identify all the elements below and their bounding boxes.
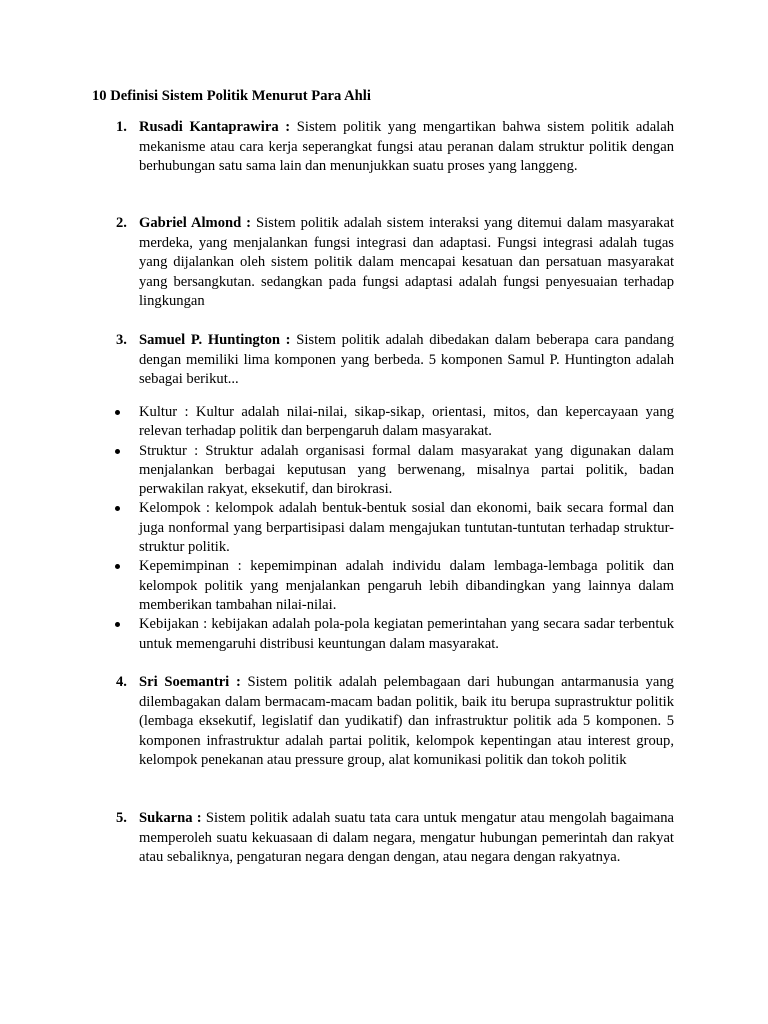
- list-item-text: Kepemimpinan : kepemimpinan adalah individu dalam lembaga-lembaga politik dan kelompok politik yang menjalankan pengaruh lebih dibandingkan yang lainnya dalam memberikan tambahan nilai-nilai.: [139, 558, 674, 613]
- definition-text: Sistem politik adalah suatu tata cara untuk mengatur atau mengolah bagaimana memperoleh suatu kekuasaan di dalam negara, mengatur hubungan pemerintah dan rakyat atau sebaliknya, pengaturan negara dengan dengan, atau negara dengan rakyatnya.: [139, 810, 674, 865]
- list-item: [92, 499, 674, 557]
- definition-body: [139, 118, 674, 177]
- definition-text: Sistem politik adalah pelembagaan dari hubungan antarmanusia yang dilembagakan dalam bermacam-macam badan politik, baik itu berupa suprastruktur politik (lembaga eksekutif, legislatif dan yudikatif) dan infrastruktur politik ada 5 komponen. 5 komponen infrastruktur adalah partai politik, kelompok kepentingan atau interest group, kelompok penekanan atau pressure group, alat komunikasi politik dan tokoh politik: [139, 674, 674, 768]
- definition-body: [139, 809, 674, 868]
- bullet-icon: [115, 564, 120, 569]
- expert-name: Sri Soemantri :: [139, 674, 241, 690]
- expert-name: Samuel P. Huntington :: [139, 332, 291, 348]
- definition-text: Sistem politik adalah dibedakan dalam beberapa cara pandang dengan memiliki lima komponen yang berbeda. 5 komponen Samul P. Huntington adalah sebagai berikut...: [139, 332, 674, 387]
- list-item-text: Kultur : Kultur adalah nilai-nilai, sikap-sikap, orientasi, mitos, dan kepercayaan yang relevan terhadap politik dan berpengaruh dalam masyarakat.: [139, 404, 674, 440]
- item-number: 4.: [116, 674, 127, 690]
- definition-item: [92, 331, 674, 390]
- bullet-icon: [115, 410, 120, 415]
- expert-name: Rusadi Kantaprawira :: [139, 119, 291, 135]
- definition-item: [92, 809, 674, 868]
- definition-body: [139, 673, 674, 771]
- bullet-icon: [115, 449, 120, 454]
- item-number: 5.: [116, 810, 127, 826]
- list-item: [92, 442, 674, 500]
- list-item: [92, 403, 674, 442]
- list-item: [92, 557, 674, 615]
- definition-text: Sistem politik yang mengartikan bahwa sistem politik adalah mekanisme atau cara kerja seperangkat fungsi atau peranan dalam struktur politik dengan berhubungan satu sama lain dan menunjukkan suatu proses yang langgeng.: [139, 119, 675, 174]
- list-item: [92, 615, 674, 654]
- definition-body: [139, 214, 674, 312]
- bullet-icon: [115, 622, 120, 627]
- item-number: 3.: [116, 332, 127, 348]
- expert-name: Gabriel Almond :: [139, 215, 252, 231]
- definition-item: [92, 673, 674, 771]
- list-item-text: Kebijakan : kebijakan adalah pola-pola kegiatan pemerintahan yang secara sadar terbentuk untuk memengaruhi distribusi keuntungan dalam masyarakat.: [139, 616, 674, 652]
- item-number: 1.: [116, 119, 127, 135]
- list-item-text: Struktur : Struktur adalah organisasi formal dalam masyarakat yang digunakan dalam menjalankan berbagai keputusan yang berwenang, misalnya partai politik, badan perwakilan rakyat, eksekutif, dan birokrasi.: [139, 442, 674, 498]
- bullet-icon: [115, 506, 120, 511]
- component-list: [92, 403, 674, 654]
- expert-name: Sukarna :: [139, 810, 202, 826]
- item-number: 2.: [116, 215, 127, 231]
- definition-body: [139, 331, 674, 390]
- definition-text: Sistem politik adalah sistem interaksi yang ditemui dalam masyarakat merdeka, yang menjalankan fungsi integrasi dan adaptasi. Fungsi integrasi adalah tugas yang dijalankan oleh sistem politik dalam mencapai kesatuan dan persatuan masyarakat yang bersangkutan. sedangkan pada fungsi adaptasi adalah fungsi penyesuaian terhadap lingkungan: [139, 215, 674, 309]
- list-item-text: Kelompok : kelompok adalah bentuk-bentuk sosial dan ekonomi, baik secara formal dan juga nonformal yang berpartisipasi dalam mengajukan tuntutan-tuntutan terhadap struktur-struktur politik.: [139, 500, 674, 556]
- definition-item: [92, 214, 674, 312]
- definition-item: [92, 118, 674, 177]
- document-title: 10 Definisi Sistem Politik Menurut Para Ahli: [92, 88, 371, 104]
